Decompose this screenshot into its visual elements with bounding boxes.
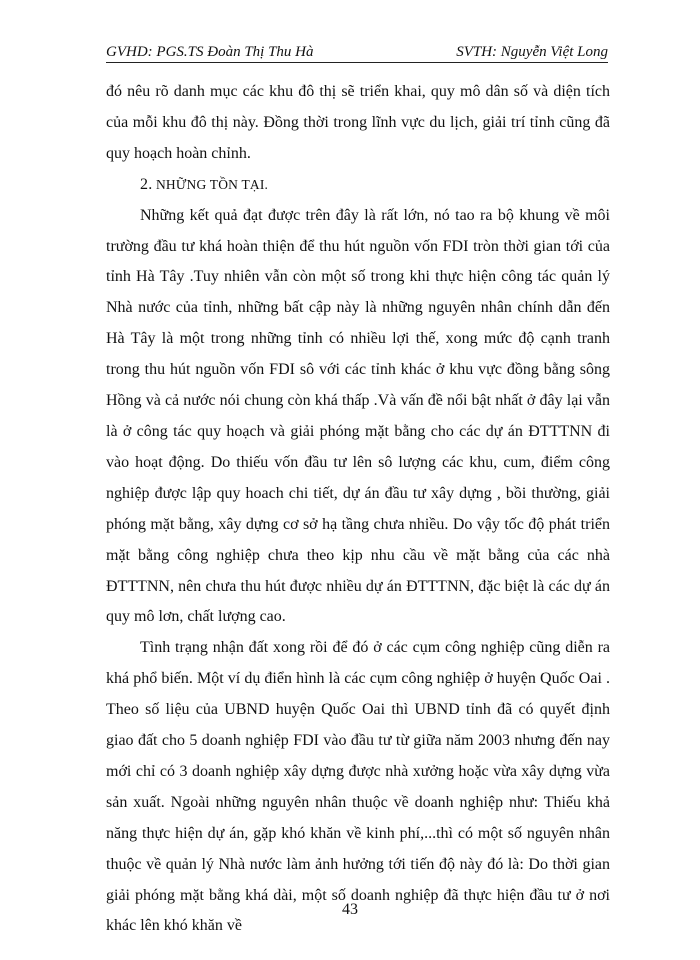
paragraph-land-status: Tình trạng nhận đất xong rồi để đó ở các cụm công nghiệp cũng diễn ra khá phổ biến. Một ví dụ điển hình là các cụm công nghiệp ở huyện Quốc Oai . Theo số liệu của UBND huyện Quốc Oai thì UBND tỉnh đã có quyết định giao đất cho 5 doanh nghiệp FDI vào đầu tư từ giữa năm 2003 nhưng đến nay mới chỉ có 3 doanh nghiệp xây dựng được nhà xưởng hoặc vừa xây dựng vừa sản xuất. Ngoài những nguyên nhân thuộc về doanh nghiệp như: Thiếu khả năng thực hiện dự án, gặp khó khăn về kinh phí,...thì có một số nguyên nhân thuộc về quản lý Nhà nước làm ảnh hưởng tới tiến độ này đó là: Do thời gian giải phóng mặt bằng khá dài, một số doanh nghiệp đã thực hiện đầu tư ở nơi khác lên khó khăn về <box>106 639 610 935</box>
page-header <box>106 39 608 61</box>
header-supervisor: GVHD: PGS.TS Đoàn Thị Thu Hà <box>106 44 314 60</box>
paragraph-limitations: Những kết quả đạt được trên đây là rất lớn, nó tao ra bộ khung về môi trường đầu tư khá hoàn thiện để thu hút nguồn vốn FDI tròn thời gian tới của tỉnh Hà Tây .Tuy nhiên vẫn còn một số trong khi thực hiện công tác quản lý Nhà nước của tỉnh, những bất cập này là những nguyên nhân chính dẫn đến Hà Tây là một trong những tỉnh có nhiều lợi thế, xong mức độ cạnh tranh trong thu hút nguồn vốn FDI sô với các tỉnh khác ở khu vực đồng bằng sông Hồng và cả nước nói chung còn khá thấp .Và vấn đề nổi bật nhất ở đây lại vẫn là ở công tác quy hoạch và giải phóng mặt bằng cho các dự án ĐTTTNN đi vào hoạt động. Do thiếu vốn đầu tư lên sô lượng các khu, cum, điểm công nghiệp được lập quy hoach chi tiết, dự án đầu tư xây dựng , bồi thường, giải phóng mặt bằng, xây dựng cơ sở hạ tầng chưa nhiều. Do vậy tốc độ phát triển mặt bằng công nghiệp chưa theo kịp nhu cầu về mặt bằng của các nhà ĐTTTNN, nên chưa thu hút được nhiều dự án ĐTTTNN, đặc biệt là các dự án quy mô lơn, chất lượng cao. <box>106 206 610 626</box>
section-heading <box>106 170 610 201</box>
paragraph-continuation: đó nêu rõ danh mục các khu đô thị sẽ triển khai, quy mô dân số và diện tích của mỗi khu đô thị này. Đồng thời trong lĩnh vực du lịch, giải trí tỉnh cũng đã quy hoạch hoàn chỉnh. <box>106 83 610 162</box>
header-student: SVTH: Nguyễn Việt Long <box>456 44 608 60</box>
page-number: 43 <box>342 901 358 918</box>
section-number: 2. <box>140 175 153 193</box>
header-divider <box>106 62 608 63</box>
document-body <box>106 77 610 942</box>
section-title: NHỮNG TỒN TẠI. <box>155 176 269 192</box>
